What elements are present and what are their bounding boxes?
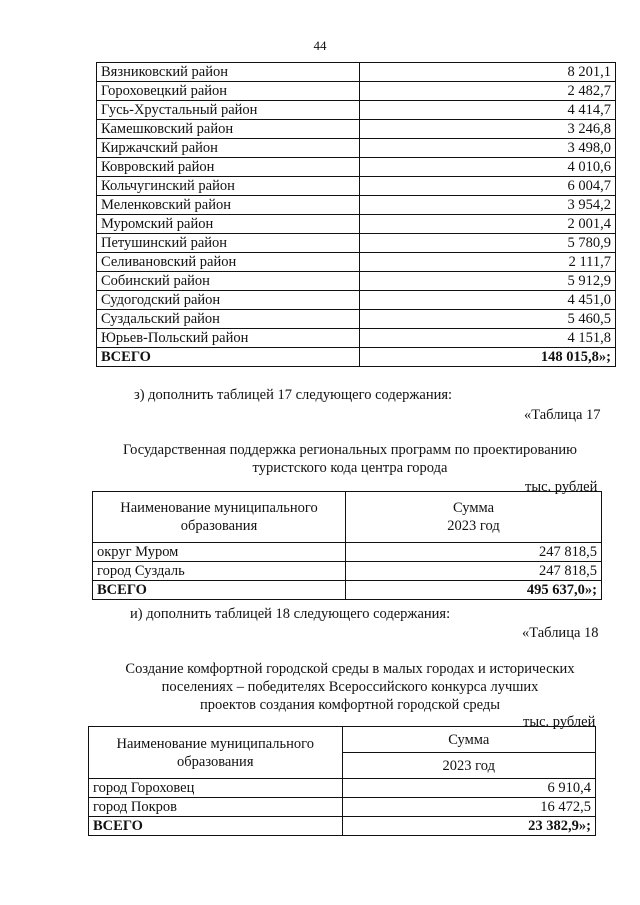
table-18-row-name: город Гороховец bbox=[89, 779, 343, 798]
districts-table-row-value: 3 246,8 bbox=[360, 120, 616, 139]
districts-table-row-value: 5 912,9 bbox=[360, 272, 616, 291]
table-17-title bbox=[60, 441, 640, 477]
districts-table-row bbox=[97, 82, 616, 101]
table-17-units: тыс. рублей bbox=[525, 479, 598, 495]
table-17-row-value: 247 818,5 bbox=[346, 562, 602, 581]
table-18-col1-header bbox=[89, 727, 343, 779]
table-17-col2-header-line2: 2023 год bbox=[447, 518, 500, 534]
districts-table-row-value: 4 414,7 bbox=[360, 101, 616, 120]
districts-table-row-value: 2 001,4 bbox=[360, 215, 616, 234]
table-17-row-name: город Суздаль bbox=[93, 562, 346, 581]
districts-table-row-name: Кольчугинский район bbox=[97, 177, 360, 196]
table-18-title bbox=[60, 660, 640, 714]
table-17-header-row bbox=[93, 492, 602, 543]
districts-table-row-name: Муромский район bbox=[97, 215, 360, 234]
districts-table-row bbox=[97, 291, 616, 310]
districts-table-total-label: ВСЕГО bbox=[97, 348, 360, 367]
table-17-ref: «Таблица 17 bbox=[524, 407, 601, 423]
districts-table-row-value: 4 451,0 bbox=[360, 291, 616, 310]
table-18-col2-header-line1: Сумма bbox=[342, 727, 596, 753]
districts-table bbox=[96, 62, 616, 367]
districts-table-row-value: 8 201,1 bbox=[360, 63, 616, 82]
districts-table-row-name: Селивановский район bbox=[97, 253, 360, 272]
instruction-i: и) дополнить таблицей 18 следующего содержания: bbox=[130, 606, 451, 622]
table-18-total-label: ВСЕГО bbox=[89, 817, 343, 836]
table-18-units: тыс. рублей bbox=[523, 714, 596, 730]
table-18-row-value: 16 472,5 bbox=[342, 798, 596, 817]
districts-table-row-name: Собинский район bbox=[97, 272, 360, 291]
districts-table-row-value: 2 111,7 bbox=[360, 253, 616, 272]
table-18-ref: «Таблица 18 bbox=[522, 625, 599, 641]
districts-table-row-value: 4 010,6 bbox=[360, 158, 616, 177]
districts-table-row bbox=[97, 196, 616, 215]
table-17-col1-header bbox=[93, 492, 346, 543]
districts-table-row-value: 3 498,0 bbox=[360, 139, 616, 158]
districts-table-row bbox=[97, 272, 616, 291]
table-18-row-value: 6 910,4 bbox=[342, 779, 596, 798]
districts-table-row-name: Гусь-Хрустальный район bbox=[97, 101, 360, 120]
districts-table-row bbox=[97, 215, 616, 234]
table-17 bbox=[92, 491, 602, 600]
table-18-col2-header-line2: 2023 год bbox=[342, 753, 596, 779]
districts-table-row bbox=[97, 310, 616, 329]
districts-table-row-name: Ковровский район bbox=[97, 158, 360, 177]
districts-table-row bbox=[97, 177, 616, 196]
table-17-col1-header-line1: Наименование муниципального bbox=[120, 500, 318, 516]
table-17-row-value: 247 818,5 bbox=[346, 543, 602, 562]
table-18-row bbox=[89, 779, 596, 798]
table-17-row bbox=[93, 543, 602, 562]
table-18 bbox=[88, 726, 596, 836]
districts-table-row-name: Судогодский район bbox=[97, 291, 360, 310]
districts-table-total-value: 148 015,8»; bbox=[360, 348, 616, 367]
districts-table-row bbox=[97, 120, 616, 139]
districts-table-row-name: Юрьев-Польский район bbox=[97, 329, 360, 348]
districts-table-row bbox=[97, 158, 616, 177]
table-17-total-row bbox=[93, 581, 602, 600]
districts-table-row-name: Гороховецкий район bbox=[97, 82, 360, 101]
districts-table-row-name: Камешковский район bbox=[97, 120, 360, 139]
table-18-col1-header-line2: образования bbox=[177, 753, 254, 770]
districts-table-row bbox=[97, 101, 616, 120]
districts-table-row-name: Петушинский район bbox=[97, 234, 360, 253]
districts-table-row bbox=[97, 253, 616, 272]
districts-table-row-name: Меленковский район bbox=[97, 196, 360, 215]
districts-table-row-name: Киржачский район bbox=[97, 139, 360, 158]
districts-table-row-value: 6 004,7 bbox=[360, 177, 616, 196]
table-18-col1-header-line1: Наименование муниципального bbox=[116, 735, 314, 752]
table-17-total-label: ВСЕГО bbox=[93, 581, 346, 600]
table-17-row bbox=[93, 562, 602, 581]
table-17-row-name: округ Муром bbox=[93, 543, 346, 562]
districts-table-row bbox=[97, 139, 616, 158]
districts-table-row-name: Вязниковский район bbox=[97, 63, 360, 82]
districts-table-total-row bbox=[97, 348, 616, 367]
districts-table-row bbox=[97, 63, 616, 82]
table-18-title-line3: проектов создания комфортной городской среды bbox=[200, 697, 500, 713]
table-17-col1-header-line2: образования bbox=[180, 518, 258, 534]
table-17-title-line2: туристского кода центра города bbox=[252, 460, 448, 476]
districts-table-row bbox=[97, 234, 616, 253]
districts-table-row-value: 5 780,9 bbox=[360, 234, 616, 253]
table-17-col2-header bbox=[346, 492, 602, 543]
districts-table-row-value: 3 954,2 bbox=[360, 196, 616, 215]
table-18-header-row-1 bbox=[89, 727, 596, 753]
instruction-z: з) дополнить таблицей 17 следующего содержания: bbox=[134, 387, 453, 403]
table-17-title-line1: Государственная поддержка региональных программ по проектированию bbox=[123, 442, 577, 458]
table-18-title-line2: поселениях – победителях Всероссийского конкурса лучших bbox=[161, 679, 539, 695]
table-17-total-value: 495 637,0»; bbox=[346, 581, 602, 600]
districts-table-row-name: Суздальский район bbox=[97, 310, 360, 329]
districts-table-row-value: 4 151,8 bbox=[360, 329, 616, 348]
table-18-total-row bbox=[89, 817, 596, 836]
districts-table-row-value: 5 460,5 bbox=[360, 310, 616, 329]
table-18-total-value: 23 382,9»; bbox=[342, 817, 596, 836]
table-17-col2-header-line1: Сумма bbox=[452, 500, 495, 516]
table-18-title-line1: Создание комфортной городской среды в малых городах и исторических bbox=[125, 661, 575, 677]
table-18-row bbox=[89, 798, 596, 817]
table-18-row-name: город Покров bbox=[89, 798, 343, 817]
page-number: 44 bbox=[313, 38, 327, 53]
districts-table-row-value: 2 482,7 bbox=[360, 82, 616, 101]
districts-table-row bbox=[97, 329, 616, 348]
